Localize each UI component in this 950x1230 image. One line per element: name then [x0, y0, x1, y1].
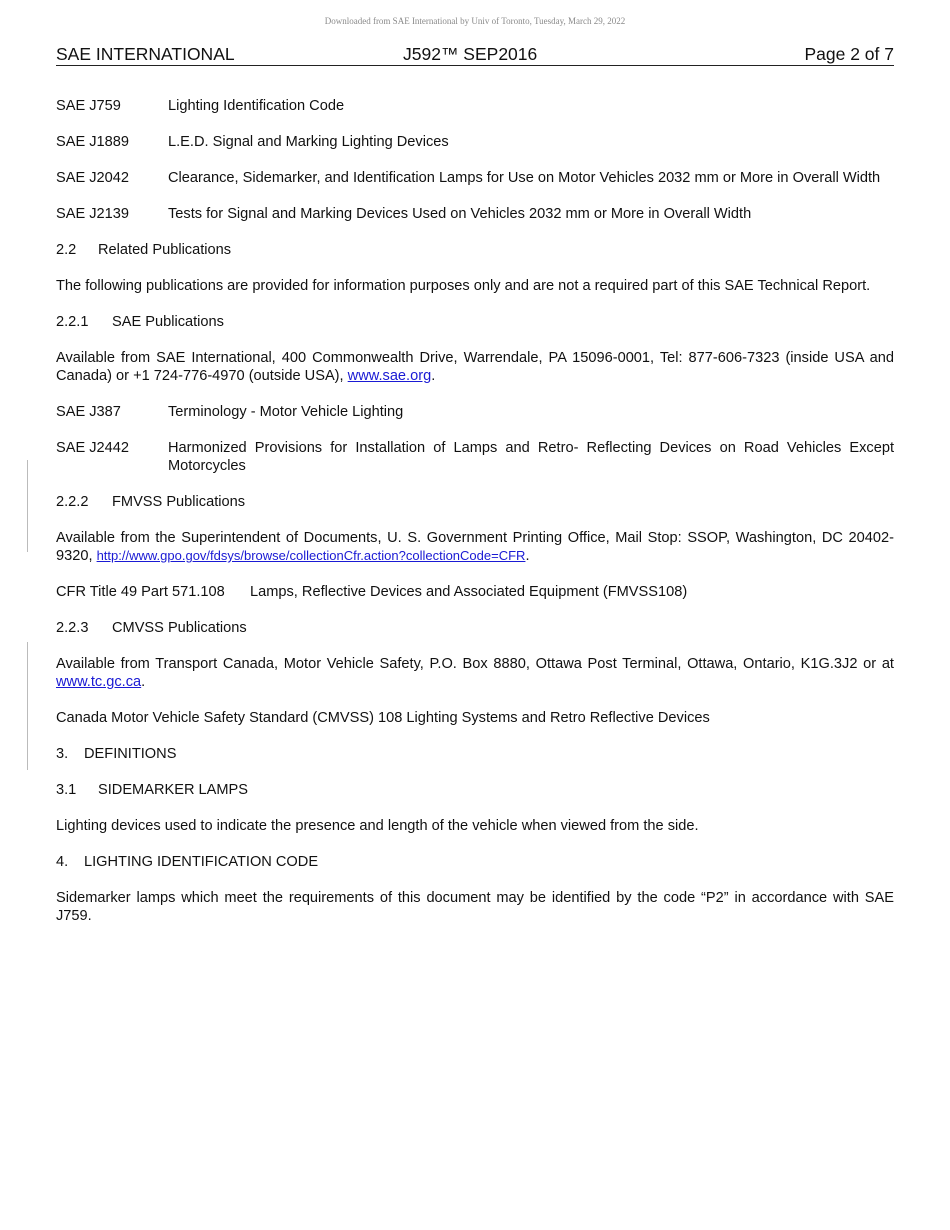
paragraph: Lighting devices used to indicate the presence and length of the vehicle when viewed from the side.: [56, 818, 699, 834]
reference-title: L.E.D. Signal and Marking Lighting Devices: [168, 134, 449, 150]
section-title: FMVSS Publications: [112, 494, 246, 510]
reference-row: [56, 97, 894, 115]
reference-title: Harmonized Provisions for Installation of Lamps and Retro- Reflecting Devices on Road Vehicles Except Motorcycles: [168, 440, 894, 474]
section-heading: [56, 745, 894, 763]
section-number: 2.2.2: [56, 494, 89, 510]
section-heading: [56, 781, 894, 799]
section-heading: [56, 853, 894, 871]
change-bar: [27, 642, 28, 770]
reference-row: [56, 403, 894, 421]
change-bar: [27, 460, 28, 552]
reference-row: [56, 583, 894, 601]
paragraph: Sidemarker lamps which meet the requirements of this document may be identified by the code “P2” in accordance with SAE J759.: [56, 890, 894, 924]
reference-title: Tests for Signal and Marking Devices Used on Vehicles 2032 mm or More in Overall Width: [168, 206, 752, 222]
document-body: [56, 97, 894, 943]
reference-code: SAE J2139: [56, 206, 130, 222]
sae-website-link[interactable]: www.sae.org: [347, 368, 432, 384]
section-number: 3.1: [56, 782, 77, 798]
header-publisher: SAE INTERNATIONAL: [56, 44, 235, 64]
paragraph: The following publications are provided for information purposes only and are not a required part of this SAE Technical Report.: [56, 278, 871, 294]
gpo-website-link[interactable]: http://www.gpo.gov/fdsys/browse/collectionCfr.action?collectionCode=CFR: [96, 548, 526, 563]
reference-code: SAE J387: [56, 404, 121, 420]
section-title: DEFINITIONS: [84, 746, 177, 762]
paragraph: [56, 655, 894, 691]
reference-row: [56, 133, 894, 151]
section-heading: [56, 241, 894, 259]
reference-code: CFR Title 49 Part 571.108: [56, 584, 225, 600]
paragraph-text: Available from Transport Canada, Motor Vehicle Safety, P.O. Box 8880, Ottawa Post Terminal, Ottawa, Ontario, K1G.3J2 or at: [56, 656, 894, 672]
punctuation: .: [525, 548, 530, 564]
section-heading: [56, 313, 894, 331]
reference-title: Lighting Identification Code: [168, 98, 345, 114]
paragraph: [56, 529, 894, 565]
header-doc-id: J592™ SEP2016: [403, 44, 538, 64]
paragraph-text: Available from the Superintendent of Documents, U. S. Government Printing Office, Mail Stop: SSOP, Washington, DC 20402-9320,: [56, 530, 894, 564]
paragraph-text: Available from SAE International, 400 Commonwealth Drive, Warrendale, PA 15096-0001, Tel: 877-606-7323 (inside USA and Canada) or +1 724-776-4970 (outside USA),: [56, 350, 894, 384]
reference-title: Lamps, Reflective Devices and Associated Equipment (FMVSS108): [250, 584, 688, 600]
section-heading: [56, 493, 894, 511]
download-watermark: Downloaded from SAE International by Univ of Toronto, Tuesday, March 29, 2022: [324, 16, 626, 26]
section-number: 2.2: [56, 242, 77, 258]
paragraph: Canada Motor Vehicle Safety Standard (CMVSS) 108 Lighting Systems and Retro Reflective Devices: [56, 710, 710, 726]
reference-row: [56, 205, 894, 223]
section-title: LIGHTING IDENTIFICATION CODE: [84, 854, 319, 870]
section-title: CMVSS Publications: [112, 620, 247, 636]
tc-website-link[interactable]: www.tc.gc.ca: [56, 674, 142, 690]
punctuation: .: [431, 368, 436, 384]
paragraph: [56, 349, 894, 385]
punctuation: .: [141, 674, 146, 690]
reference-code: SAE J1889: [56, 134, 130, 150]
reference-row: [56, 439, 894, 475]
reference-code: SAE J2042: [56, 170, 130, 186]
reference-code: SAE J759: [56, 98, 121, 114]
page-header: [56, 44, 894, 66]
reference-code: SAE J2442: [56, 440, 130, 456]
reference-title: Clearance, Sidemarker, and Identification Lamps for Use on Motor Vehicles 2032 mm or More in Overall Width: [168, 170, 881, 186]
section-number: 2.2.1: [56, 314, 89, 330]
section-number: 4.: [56, 854, 69, 870]
section-title: SAE Publications: [112, 314, 224, 330]
header-page-number: Page 2 of 7: [804, 44, 894, 64]
section-title: Related Publications: [98, 242, 232, 258]
section-heading: [56, 619, 894, 637]
section-number: 2.2.3: [56, 620, 89, 636]
section-number: 3.: [56, 746, 69, 762]
reference-title: Terminology - Motor Vehicle Lighting: [168, 404, 404, 420]
reference-row: [56, 169, 894, 187]
section-title: SIDEMARKER LAMPS: [98, 782, 249, 798]
